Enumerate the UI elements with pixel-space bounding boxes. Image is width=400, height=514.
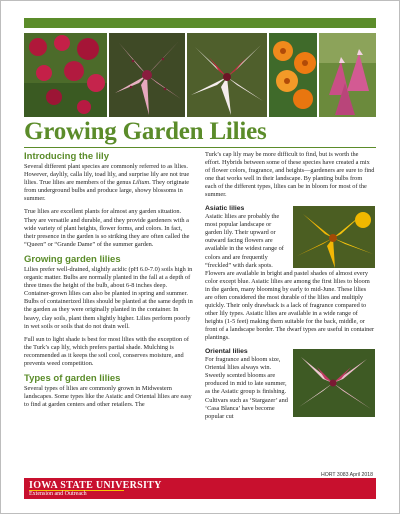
publication-info: HORT 3083 April 2018 bbox=[320, 472, 373, 478]
left-column bbox=[24, 151, 194, 414]
types-paragraph-continued: Turk’s cap lily may be more difficult to find, but is worth the effort. Hybrids between some of these species have created a mix of flower colors, fragrance, and heights—gardeners are sure to find one that works well in their landscape. By planting bulbs from each of the different types, lilies can be in bloom for most of the summer. bbox=[205, 151, 375, 199]
types-heading: Types of garden lilies bbox=[24, 373, 121, 385]
pink-spotted-lily-photo bbox=[109, 33, 185, 117]
university-name: IOWA STATE UNIVERSITY bbox=[29, 480, 162, 491]
types-paragraph-1: Several types of lilies are commonly grown in Midwestern landscapes. Some types like the Asiatic and Oriental lilies are easy to find at garden centers and other retailers. The bbox=[24, 385, 192, 409]
white-red-lily-photo bbox=[187, 33, 267, 117]
intro-paragraph-2: True lilies are excellent plants for almost any garden situation. They are versatile and durable, and they provide gardeners with a wide variety of plant heights, flower forms, and colors. In fact, their presence in the garden is so striking they are often called the “Queen” or “Grande Dame” of the summer garden. bbox=[24, 208, 190, 248]
header-bar bbox=[24, 18, 376, 28]
intro-paragraph-1: Several different plant species are commonly referred to as lilies. However, daylily, calla lily, toad lily, and surprise lily are not true lilies. True lilies are members of the genus Lilium. They originate from underground bulbs and produce large, showy blossoms in summer. bbox=[24, 163, 190, 203]
asiatic-paragraph: Asiatic lilies are probably the most popular landscape or garden lily. Their upward or outward facing flowers are available in the widest range of colors and are frequently “freckled” with dark spots. Flowers are available in bright and pastel shades of almost every color except blue. Asiatic lilies are among the first lilies to bloom in the garden, many blooming by early to mid-June. These lilies are often considered the most durable of the lilies and multiply quickly. Their only drawback is a lack of fragrance compared to other lily types. Asiatic lilies are available in a wide range of heights (1-5 feet) making them suitable for the back, middle, or front of a landscape border. The dwarf types are useful in container plantings. bbox=[205, 213, 375, 342]
orange-lily-photo bbox=[269, 33, 317, 117]
asiatic-heading: Asiatic lilies bbox=[205, 204, 245, 212]
growing-heading: Growing garden lilies bbox=[24, 253, 121, 265]
right-column bbox=[205, 151, 375, 426]
growing-paragraph-1: Lilies prefer well-drained, slightly acidic (pH 6.0-7.0) soils high in organic matter. Bulbs are normally planted in the fall at a depth of three times the height of the bulb, about 6-8 inches deep. Container-grown lilies can also be planted in spring and summer. Bulbs of containerized lilies should be planted at the same depth in the garden as they were originally planted in the container. In heavy, clay soils, plant them slightly higher. Lilies perform poorly in wet soils or soils that do not drain well. bbox=[24, 265, 193, 330]
red-lily-photo bbox=[24, 33, 107, 117]
title-divider bbox=[24, 147, 376, 148]
oriental-paragraph: For fragrance and bloom size, Oriental lilies always win. Sweetly scented blooms are produced in mid to late summer, as the Asiatic group is finishing. Cultivars such as ‘Stargazer’ and ‘Casa Blanca’ have become popular cut bbox=[205, 356, 288, 420]
page-title: Growing Garden Lilies bbox=[24, 118, 267, 145]
asiatic-lily-photo bbox=[293, 206, 375, 268]
growing-paragraph-2: Full sun to light shade is best for most lilies with the exception of the Turk’s cap lily, which prefers partial shade. Mulching is recommended as it keeps the soil cool, conserves moisture, and prevents weed competition. bbox=[24, 335, 189, 367]
pink-trumpet-lily-photo bbox=[319, 33, 376, 117]
footer-bar bbox=[24, 478, 376, 499]
genus-name: Lilium bbox=[132, 179, 150, 187]
oriental-lily-photo bbox=[293, 349, 375, 417]
intro-heading: Introducing the lily bbox=[24, 151, 109, 162]
extension-label: Extension and Outreach bbox=[29, 491, 87, 497]
oriental-heading: Oriental lilies bbox=[205, 347, 248, 355]
